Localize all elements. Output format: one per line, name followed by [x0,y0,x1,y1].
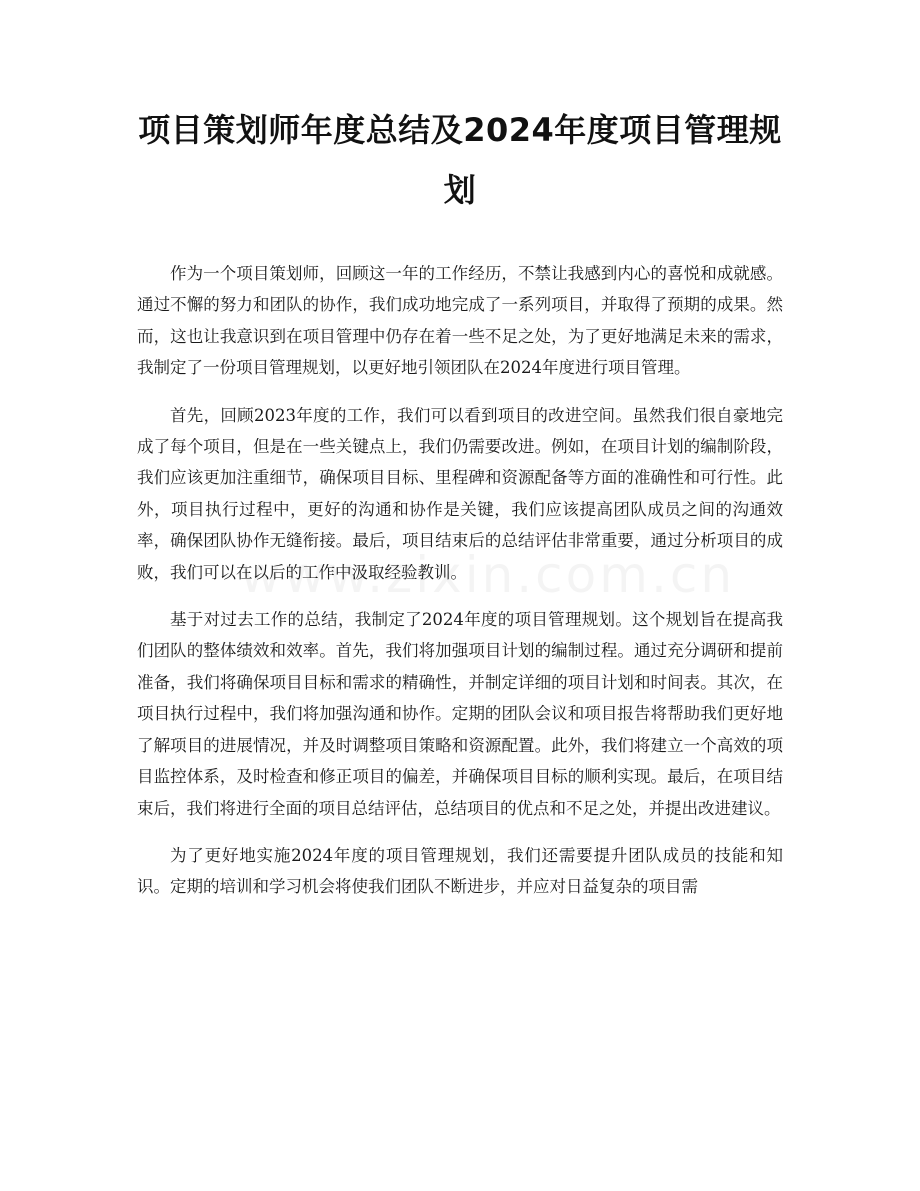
paragraph-review-2023: 首先，回顾2023年度的工作，我们可以看到项目的改进空间。虽然我们很自豪地完成了每个项目，但是在一些关键点上，我们仍需要改进。例如，在项目计划的编制阶段，我们应该更加注重细节，确保项目目标、里程碑和资源配备等方面的准确性和可行性。此外，项目执行过程中，更好的沟通和协作是关键，我们应该提高团队成员之间的沟通效率，确保团队协作无缝衔接。最后，项目结束后的总结评估非常重要，通过分析项目的成败，我们可以在以后的工作中汲取经验教训。 [137,405,783,582]
paragraph-team-skills: 为了更好地实施2024年度的项目管理规划，我们还需要提升团队成员的技能和知识。定期的培训和学习机会将使我们团队不断进步，并应对日益复杂的项目需 [137,845,783,897]
paragraph-plan-2024: 基于对过去工作的总结，我制定了2024年度的项目管理规划。这个规划旨在提高我们团队的整体绩效和效率。首先，我们将加强项目计划的编制过程。通过充分调研和提前准备，我们将确保项目目标和需求的精确性，并制定详细的项目计划和时间表。其次，在项目执行过程中，我们将加强沟通和协作。定期的团队会议和项目报告将帮助我们更好地了解项目的进展情况，并及时调整项目策略和资源配置。此外，我们将建立一个高效的项目监控体系，及时检查和修正项目的偏差，并确保项目目标的顺利实现。最后，在项目结束后，我们将进行全面的项目总结评估，总结项目的优点和不足之处，并提出改进建议。 [137,610,783,818]
paragraph-intro: 作为一个项目策划师，回顾这一年的工作经历，不禁让我感到内心的喜悦和成就感。通过不懈的努力和团队的协作，我们成功地完成了一系列项目，并取得了预期的成果。然而，这也让我意识到在项目管理中仍存在着一些不足之处，为了更好地满足未来的需求，我制定了一份项目管理规划，以更好地引领团队在2024年度进行项目管理。 [137,264,783,378]
document-title: 项目策划师年度总结及2024年度项目管理规划 [138,111,782,209]
